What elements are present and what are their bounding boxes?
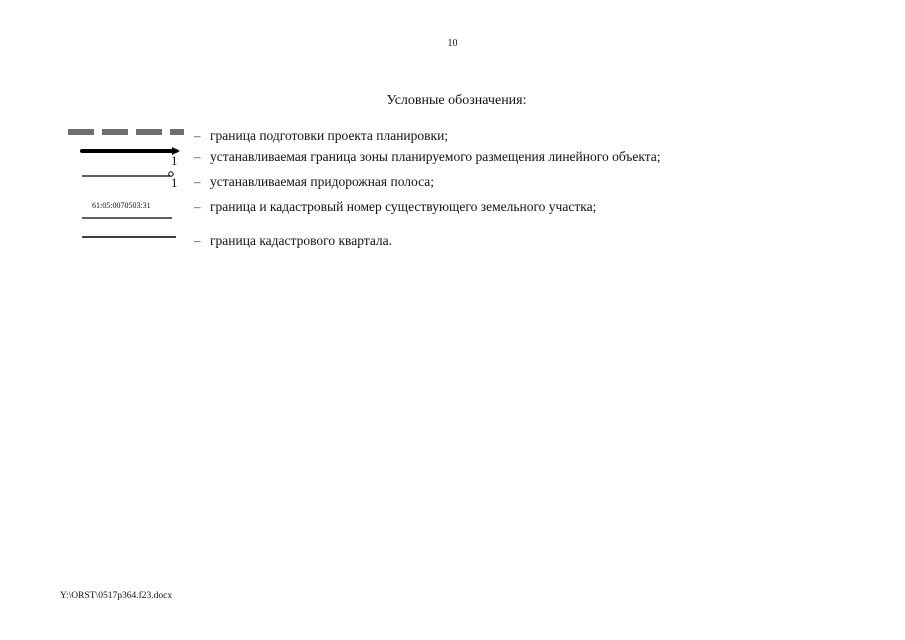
legend-item-label: граница кадастрового квартала. bbox=[210, 233, 393, 248]
quarter-line-symbol bbox=[60, 230, 190, 246]
legend-item-label: устанавливаемая граница зоны планируемого размещения линейного объекта; bbox=[210, 149, 661, 164]
dashed-line-symbol bbox=[60, 125, 190, 141]
legend-item-linear-object-zone bbox=[0, 146, 905, 168]
symbol-index-label: 1 bbox=[171, 153, 178, 168]
cadastral-symbol bbox=[60, 196, 190, 222]
legend-item-label: граница подготовки проекта планировки; bbox=[210, 128, 449, 143]
legend-separator: – bbox=[194, 149, 201, 164]
symbol-index-label: 1 bbox=[171, 175, 178, 190]
legend-item-label: граница и кадастровый номер существующего земельного участка; bbox=[210, 199, 597, 214]
page-number: 10 bbox=[447, 38, 458, 49]
legend-title: Условные обозначения: bbox=[386, 93, 527, 108]
thick-line-symbol bbox=[60, 146, 190, 170]
legend-separator: – bbox=[194, 233, 201, 248]
legend-separator: – bbox=[194, 199, 201, 214]
legend-item-label: устанавливаемая придорожная полоса; bbox=[210, 174, 435, 189]
document-file-path: Y:\ORST\0517p364.f23.docx bbox=[60, 591, 173, 601]
legend-separator: – bbox=[194, 128, 201, 143]
legend-item-cadastral-quarter bbox=[0, 230, 905, 252]
legend-item-land-plot bbox=[0, 196, 905, 218]
legend-item-planning-boundary bbox=[0, 125, 905, 147]
cadastral-number-sample: 61:05:0070503:31 bbox=[92, 201, 151, 210]
thin-line-symbol bbox=[60, 171, 190, 195]
legend-separator: – bbox=[194, 174, 201, 189]
legend-item-roadside-strip bbox=[0, 171, 905, 193]
